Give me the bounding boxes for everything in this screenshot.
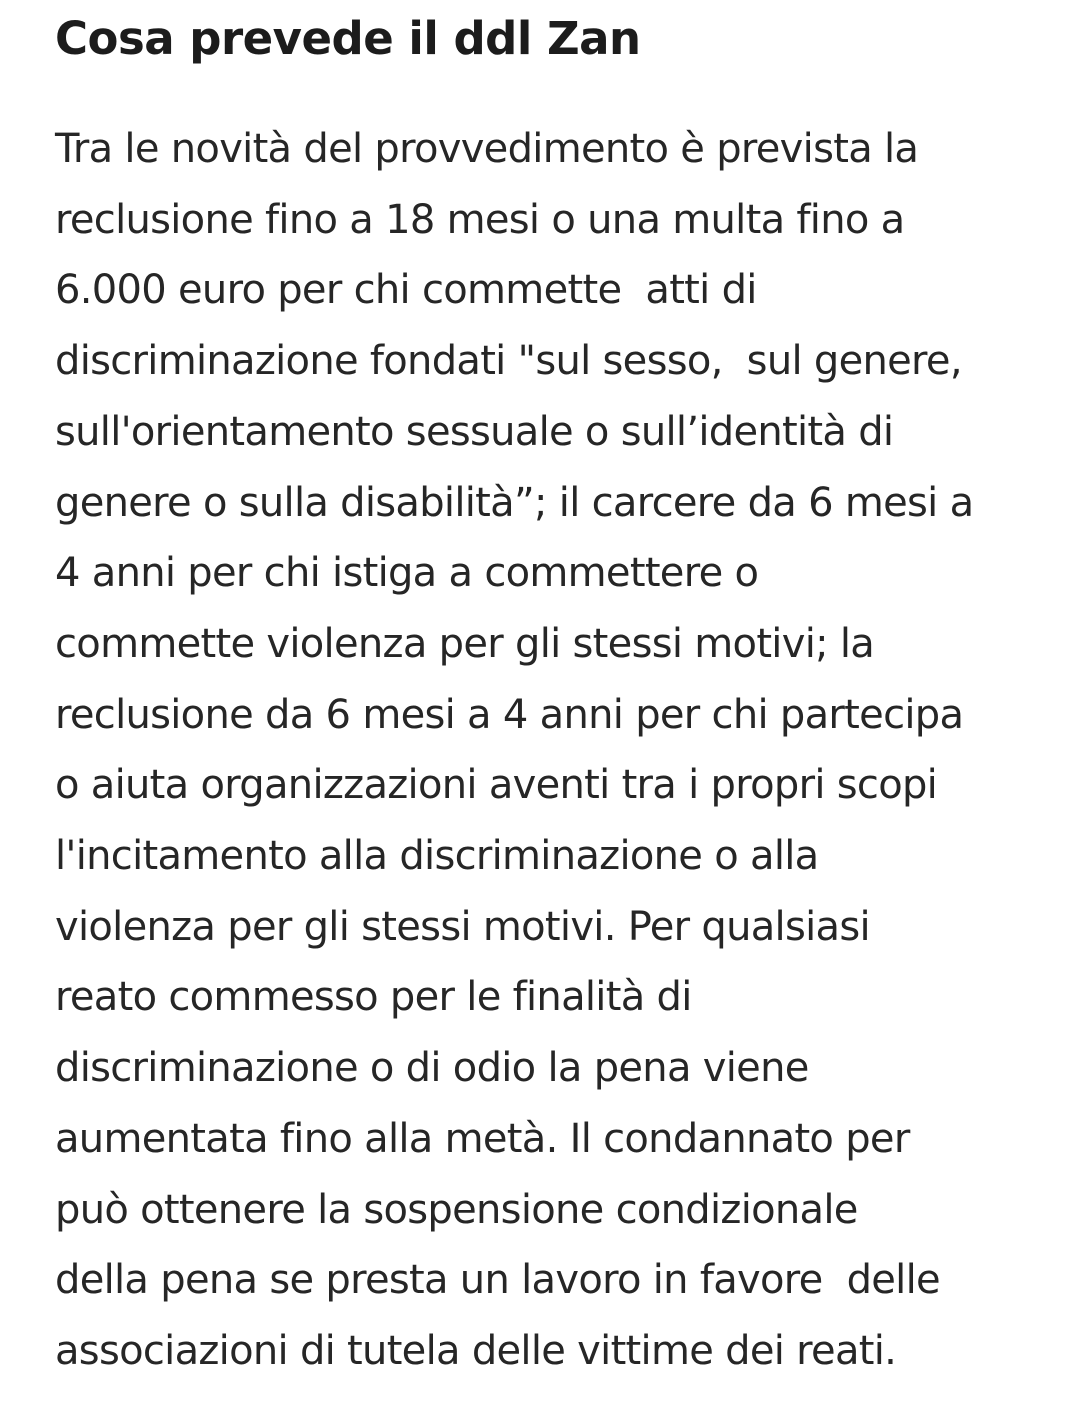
body-line: reclusione da 6 mesi a 4 anni per chi partecipa	[55, 691, 964, 738]
body-line: della pena se presta un lavoro in favore delle	[55, 1257, 940, 1304]
article-heading: Cosa prevede il ddl Zan	[55, 12, 641, 65]
article-body	[55, 114, 1045, 1387]
body-line: genere o sulla disabilità”; il carcere da 6 mesi a	[55, 479, 974, 526]
body-line: l'incitamento alla discriminazione o alla	[55, 833, 819, 880]
body-line: reato commesso per le finalità di	[55, 974, 692, 1021]
body-line: associazioni di tutela delle vittime dei reati.	[55, 1327, 897, 1374]
body-line: aumentata fino alla metà. Il condannato per	[55, 1115, 910, 1162]
body-line: Tra le novità del provvedimento è prevista la	[55, 126, 919, 172]
body-line: discriminazione fondati "sul sesso, sul genere,	[55, 338, 962, 385]
body-line: commette violenza per gli stessi motivi; la	[55, 620, 875, 667]
body-line: sull'orientamento sessuale o sull’identità di	[55, 408, 894, 455]
body-line: 6.000 euro per chi commette atti di	[55, 267, 757, 314]
body-line: può ottenere la sospensione condizionale	[55, 1186, 858, 1233]
body-line: violenza per gli stessi motivi. Per qualsiasi	[55, 903, 870, 950]
body-line: discriminazione o di odio la pena viene	[55, 1045, 809, 1092]
body-line: reclusione fino a 18 mesi o una multa fino a	[55, 196, 905, 243]
body-line: o aiuta organizzazioni aventi tra i propri scopi	[55, 762, 938, 809]
body-line: 4 anni per chi istiga a commettere o	[55, 550, 759, 597]
article	[55, 8, 1045, 1387]
